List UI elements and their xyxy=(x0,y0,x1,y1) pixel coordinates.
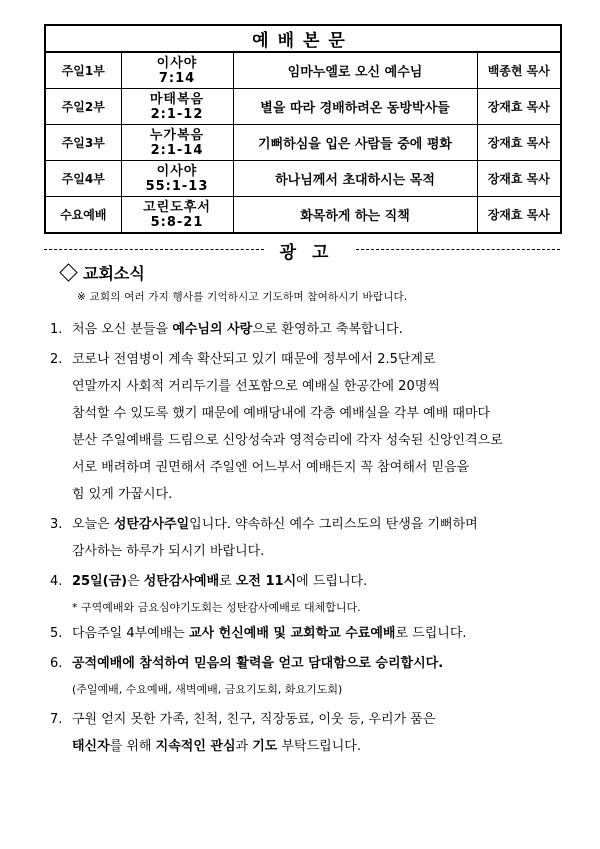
item-number: 6. xyxy=(50,656,63,671)
preacher: 장재효 목사 xyxy=(477,161,561,197)
item-subnote: * 구역예배와 금요심야기도회는 성탄감사예배로 대체합니다. xyxy=(72,601,361,614)
item-text: 공적예배에 참석하여 믿음의 활력을 얻고 담대함으로 승리합시다. xyxy=(72,656,444,671)
sermon-title: 화목하게 하는 직책 xyxy=(233,197,477,234)
item-number: 1. xyxy=(50,322,63,337)
preacher: 장재효 목사 xyxy=(477,125,561,161)
sermon-title: 기뻐하심을 입은 사람들 중에 평화 xyxy=(233,125,477,161)
preacher: 장재효 목사 xyxy=(477,197,561,234)
table-row xyxy=(45,125,561,161)
passage: 누가복음 2:1-14 xyxy=(121,125,233,161)
item-subnote: (주일예배, 수요예배, 새벽예배, 금요기도회, 화요기도회) xyxy=(72,683,343,696)
service-name: 주일3부 xyxy=(45,125,121,161)
service-name: 주일1부 xyxy=(45,52,121,89)
passage: 마태복음 2:1-12 xyxy=(121,89,233,125)
announcement-list xyxy=(50,320,560,767)
news-note: ※ 교회의 여러 가지 행사를 기억하시고 기도하며 참여하시기 바랍니다. xyxy=(77,291,408,303)
item-text: 25일(금)은 성탄감사예배로 오전 11시에 드립니다. xyxy=(72,574,368,589)
passage: 이사야 55:1-13 xyxy=(121,161,233,197)
table-row xyxy=(45,161,561,197)
sermon-title: 하나님께서 초대하시는 목적 xyxy=(233,161,477,197)
item-text: 태신자를 위해 지속적인 관심과 기도 부탁드립니다. xyxy=(72,739,361,754)
service-name: 주일4부 xyxy=(45,161,121,197)
item-text: 구원 얻지 못한 가족, 친척, 친구, 직장동료, 이웃 등, 우리가 품은 xyxy=(72,712,436,727)
item-text: 연말까지 사회적 거리두기를 선포함으로 예배실 한공간에 20명씩 xyxy=(72,379,440,394)
item-number: 3. xyxy=(50,517,63,532)
item-text: 처음 오신 분들을 예수님의 사랑으로 환영하고 축복합니다. xyxy=(72,322,403,337)
diamond-icon xyxy=(59,263,77,281)
dashed-divider xyxy=(356,249,560,250)
item-text: 코로나 전염병이 계속 확산되고 있기 때문에 정부에서 2.5단계로 xyxy=(72,352,436,367)
item-text: 다음주일 4부예배는 교사 헌신예배 및 교회학교 수료예배로 드립니다. xyxy=(72,626,467,641)
section-title-text: 교회소식 xyxy=(83,264,145,283)
list-item xyxy=(50,710,560,757)
list-item xyxy=(50,320,560,340)
list-item xyxy=(50,624,560,644)
item-number: 4. xyxy=(50,574,63,589)
sermon-title: 임마누엘로 오신 예수님 xyxy=(233,52,477,89)
passage: 이사야 7:14 xyxy=(121,52,233,89)
ad-title: 광고 xyxy=(279,243,345,263)
list-item xyxy=(50,350,560,505)
item-number: 2. xyxy=(50,352,63,367)
item-text: 분산 주일예배를 드림으로 신앙성숙과 영적승리에 각자 성숙된 신앙인격으로 xyxy=(72,433,503,448)
preacher: 장재효 목사 xyxy=(477,89,561,125)
preacher: 백종현 목사 xyxy=(477,52,561,89)
list-item xyxy=(50,572,560,618)
item-text: 감사하는 하루가 되시기 바랍니다. xyxy=(72,544,265,559)
item-number: 5. xyxy=(50,626,63,641)
table-row xyxy=(45,197,561,234)
item-text: 서로 배려하며 권면해서 주일엔 어느부서 예배든지 꼭 참여해서 믿음을 xyxy=(72,460,470,475)
ad-header xyxy=(44,238,560,263)
item-number: 7. xyxy=(50,712,63,727)
item-text: 참석할 수 있도록 했기 때문에 예배당내에 각층 예배실을 각부 예배 때마다 xyxy=(72,406,491,421)
passage: 고린도후서 5:8-21 xyxy=(121,197,233,234)
item-text: 힘 있게 가꿉시다. xyxy=(72,487,173,502)
service-name: 주일2부 xyxy=(45,89,121,125)
table-row xyxy=(45,89,561,125)
section-title xyxy=(62,261,145,284)
item-text: 오늘은 성탄감사주일입니다. 약속하신 예수 그리스도의 탄생을 기뻐하며 xyxy=(72,517,478,532)
scripture-table xyxy=(44,24,562,234)
list-item xyxy=(50,515,560,562)
dashed-divider xyxy=(44,249,264,250)
service-name: 수요예배 xyxy=(45,197,121,234)
table-row xyxy=(45,52,561,89)
scripture-title: 예배본문 xyxy=(45,25,561,52)
list-item xyxy=(50,654,560,700)
sermon-title: 별을 따라 경배하려온 동방박사들 xyxy=(233,89,477,125)
